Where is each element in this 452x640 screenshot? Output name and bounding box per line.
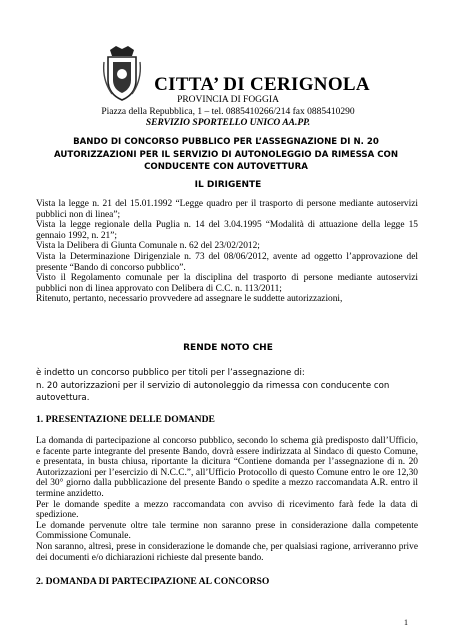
- vista-item: Vista la Delibera di Giunta Comunale n. 62 del 23/02/2012;: [36, 241, 260, 252]
- city-crest-icon: [102, 44, 142, 102]
- bando-title-line: AUTORIZZAZIONI PER IL SERVIZIO DI AUTONOLEGGIO DA RIMESSA CON: [53, 149, 399, 160]
- dirigente-heading: IL DIRIGENTE: [194, 180, 262, 190]
- page-number: 1: [404, 618, 408, 627]
- section-1-paragraph: Le domande pervenute oltre tale termine non saranno prese in considerazione dalla competente Commissione Comunale.: [36, 520, 418, 542]
- service-label: SERVIZIO SPORTELLO UNICO AA.PP.: [145, 118, 311, 128]
- section-2-title: 2. DOMANDA DI PARTECIPAZIONE AL CONCORSO: [36, 576, 270, 587]
- section-1-body: [36, 436, 418, 563]
- rende-noto-heading: RENDE NOTO CHE: [183, 343, 273, 353]
- vista-item: Vista la legge n. 21 del 15.01.1992 “Legge quadro per il trasporto di persone mediante autoservizi pubblici non di linea”;: [36, 199, 418, 220]
- bando-title-line: BANDO DI CONCORSO PUBBLICO PER L’ASSEGNAZIONE DI N. 20: [73, 137, 379, 147]
- address-line: Piazza della Repubblica, 1 – tel. 0885410266/214 fax 0885410290: [101, 107, 355, 117]
- province-label: PROVINCIA DI FOGGIA: [177, 95, 279, 105]
- indetto-block: [36, 367, 420, 405]
- vista-item: Visto il Regolamento comunale per la disciplina del trasporto di persone mediante autoservizi pubblici non di linea approvato con Delibera di C.C. n. 113/2011;: [36, 273, 418, 294]
- section-1-title: 1. PRESENTAZIONE DELLE DOMANDE: [36, 414, 215, 425]
- bando-title-line: CONDUCENTE CON AUTOVETTURA: [144, 162, 308, 172]
- vista-item: Vista la legge regionale della Puglia n. 14 del 3.04.1995 “Modalità di attuazione della legge 15 gennaio 1992, n. 21”;: [36, 220, 418, 241]
- section-1-paragraph: La domanda di partecipazione al concorso pubblico, secondo lo schema già predisposto dall’Ufficio, e facente parte integrante del presente Bando, dovrà essere indirizzata al Sindaco di questo Comune, e presentata, in busta chiusa, riportante la dicitura “Contiene domanda per l’assegnazione di n. 20 Autorizzazioni per l’esercizio di N.C.C.”, all’Ufficio Protocollo di questo Comune entro le ore 12,30 del 30° giorno dalla pubblicazione del presente Bando o spedite a mezzo raccomandata A.R. entro il termine anzidetto.: [36, 436, 418, 499]
- section-1-paragraph: Per le domande spedite a mezzo raccomandata con avviso di ricevimento farà fede la data di spedizione.: [36, 499, 418, 521]
- section-1-paragraph: Non saranno, altresì, prese in considerazione le domande che, per qualsiasi ragione, arriveranno prive dei documenti e/o dichiarazioni richieste dal presente bando.: [36, 541, 418, 563]
- indetto-line: n. 20 autorizzazioni per il servizio di autonoleggio da rimessa con conducente con autovettura.: [36, 380, 390, 404]
- vista-item: Ritenuto, pertanto, necessario provvedere ad assegnare le suddette autorizzazioni,: [36, 294, 343, 305]
- indetto-line: è indetto un concorso pubblico per titoli per l’assegnazione di:: [36, 368, 305, 378]
- vista-list: [36, 199, 418, 305]
- vista-item: Vista la Determinazione Dirigenziale n. 73 del 08/06/2012, avente ad oggetto l’approvazione del presente “Bando di concorso pubblico”.: [36, 251, 418, 273]
- city-title: CITTA’ DI CERIGNOLA: [154, 74, 370, 95]
- bando-title: [20, 136, 432, 174]
